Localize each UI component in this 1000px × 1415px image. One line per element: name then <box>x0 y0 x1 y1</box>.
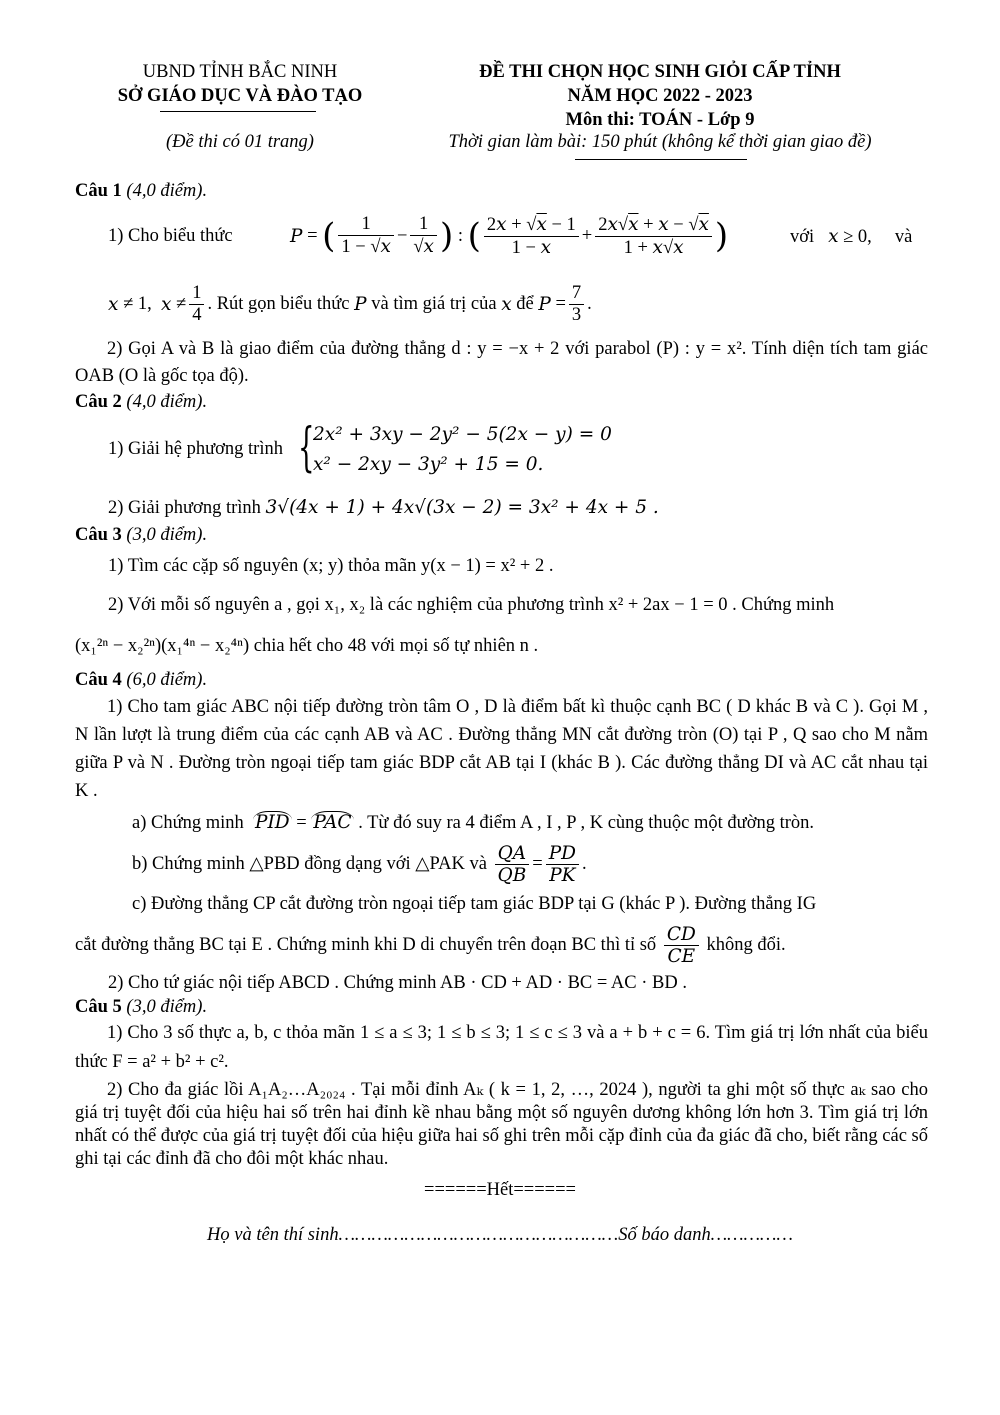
header-right-underline <box>575 159 747 160</box>
q1-p1-lead: 1) Cho biểu thức <box>108 226 233 246</box>
q2-p1-lead: 1) Giải hệ phương trình <box>108 439 283 459</box>
q4-heading: Câu 4 (6,0 điểm). <box>75 670 208 690</box>
q3-heading: Câu 3 (3,0 điểm). <box>75 525 208 545</box>
q1-heading: Câu 1 (4,0 điểm). <box>75 181 208 201</box>
q2-p2: 2) Giải phương trình 3√(4x + 1) + 4x√(3x − 2) = 3x² + 4x + 5 . <box>108 497 659 518</box>
q4-part-c-line2: cắt đường thẳng BC tại E . Chứng minh khi D di chuyển trên đoạn BC thì tỉ số $\frac{CD}{CE}$ không đổi. <box>75 923 786 967</box>
q4-part-c-line1: c) Đường thẳng CP cắt đường tròn ngoại tiếp tam giác BDP tại G (khác P ). Đường thẳng IG <box>132 894 817 914</box>
header-left-line1: UBND TỈNH BẮC NINH <box>142 62 338 82</box>
q5-p1: 1) Cho 3 số thực a, b, c thỏa mãn 1 ≤ a ≤ 3; 1 ≤ b ≤ 3; 1 ≤ c ≤ 3 và a + b + c = 6. Tìm giá trị lớn nhất của biểu thức F = a² + b² + c². <box>75 1023 928 1072</box>
q5-heading: Câu 5 (3,0 điểm). <box>75 997 208 1017</box>
header-left-note: (Đề thi có 01 trang) <box>166 132 314 152</box>
q1-p2: 2) Gọi A và B là giao điểm của đường thẳng d : y = −x + 2 với parabol (P) : y = x². Tính diện tích tam giác OAB (O là gốc tọa độ). <box>75 339 928 386</box>
q1-p1-condition: với x ≥ 0, và <box>790 226 913 247</box>
header-title: ĐỀ THI CHỌN HỌC SINH GIỎI CẤP TỈNH <box>479 62 841 82</box>
q1-expression-P: P = ( $\frac{1}{1 - √x}$ − $\frac{1}{√x}$ ) : ( $\frac{2x + √x - 1}{1 - x}$ + $\frac{2x√x + x - √x}{1 + x√x}$ ) <box>290 213 729 258</box>
q3-p2-line2: (x₁²ⁿ − x₂²ⁿ)(x₁⁴ⁿ − x₂⁴ⁿ) chia hết cho 48 với mọi số tự nhiên n . <box>75 636 539 656</box>
q3-p1: 1) Tìm các cặp số nguyên (x; y) thỏa mãn y(x − 1) = x² + 2 . <box>108 556 554 576</box>
q3-p2-line1: 2) Với mỗi số nguyên a , gọi x₁, x₂ là các nghiệm của phương trình x² + 2ax − 1 = 0 . Chứng minh <box>108 595 835 615</box>
header-subject: Môn thi: TOÁN - Lớp 9 <box>565 110 755 130</box>
end-marker: ======Hết====== <box>424 1180 576 1200</box>
candidate-info-line: Họ và tên thí sinh……………………………………………Số báo danh…………… <box>207 1225 793 1245</box>
q4-part-a: a) Chứng minh PID = PAC . Từ đó suy ra 4 điểm A , I , P , K cùng thuộc một đường tròn. <box>132 812 815 833</box>
q2-eq1: 2x² + 3xy − 2y² − 5(2x − y) = 0 <box>313 424 612 445</box>
q2-eq2: x² − 2xy − 3y² + 15 = 0. <box>313 454 544 475</box>
header-left-underline <box>160 111 316 112</box>
q4-p1: 1) Cho tam giác ABC nội tiếp đường tròn tâm O , D là điểm bất kì thuộc cạnh BC ( D khác B và C ). Gọi M , N lần lượt là trung điểm của các cạnh AB và AC . Đường thẳng MN cắt đường tròn (O) tại P , Q sao cho M nằm giữa P và N . Đường tròn ngoại tiếp tam giác BDP cắt AB tại I (khác B ). Các đường thẳng DI và AC cắt nhau tại K . <box>75 697 928 801</box>
q4-p2: 2) Cho tứ giác nội tiếp ABCD . Chứng minh AB · CD + AD · BC = AC · BD . <box>108 973 687 993</box>
arc-pid: PID <box>255 812 290 833</box>
arc-pac: PAC <box>313 812 352 833</box>
q1-p1-line2: x ≠ 1, x ≠ $\frac{1}{4}$ . Rút gọn biểu thức P và tìm giá trị của x để P = $\frac{7}{3}$ . <box>108 282 592 325</box>
q2-heading: Câu 2 (4,0 điểm). <box>75 392 208 412</box>
header-time: Thời gian làm bài: 150 phút (không kể thời gian giao đề) <box>448 132 872 152</box>
q2-system-brace: { <box>298 418 315 478</box>
header-year: NĂM HỌC 2022 - 2023 <box>567 86 753 106</box>
header-left-line2: SỞ GIÁO DỤC VÀ ĐÀO TẠO <box>117 86 363 106</box>
q4-part-b: b) Chứng minh △PBD đồng dạng với △PAK và $\frac{QA}{QB}$ = $\frac{PD}{PK}$ . <box>132 842 587 886</box>
q5-p2: 2) Cho đa giác lồi A₁A₂…A₂₀₂₄ . Tại mỗi đỉnh Aₖ ( k = 1, 2, …, 2024 ), người ta ghi một số thực aₖ sao cho giá trị tuyệt đối của hiệu hai số trên hai đỉnh kề nhau bằng một số nguyên dương không lớn hơn 3. Tìm giá trị lớn nhất có thể được của giá trị tuyệt đối của hiệu giữa hai số ghi trên mỗi cặp đỉnh của đa giác đã cho, biết rằng các số ghi tại các đỉnh đã cho đôi một khác nhau. <box>75 1080 928 1169</box>
